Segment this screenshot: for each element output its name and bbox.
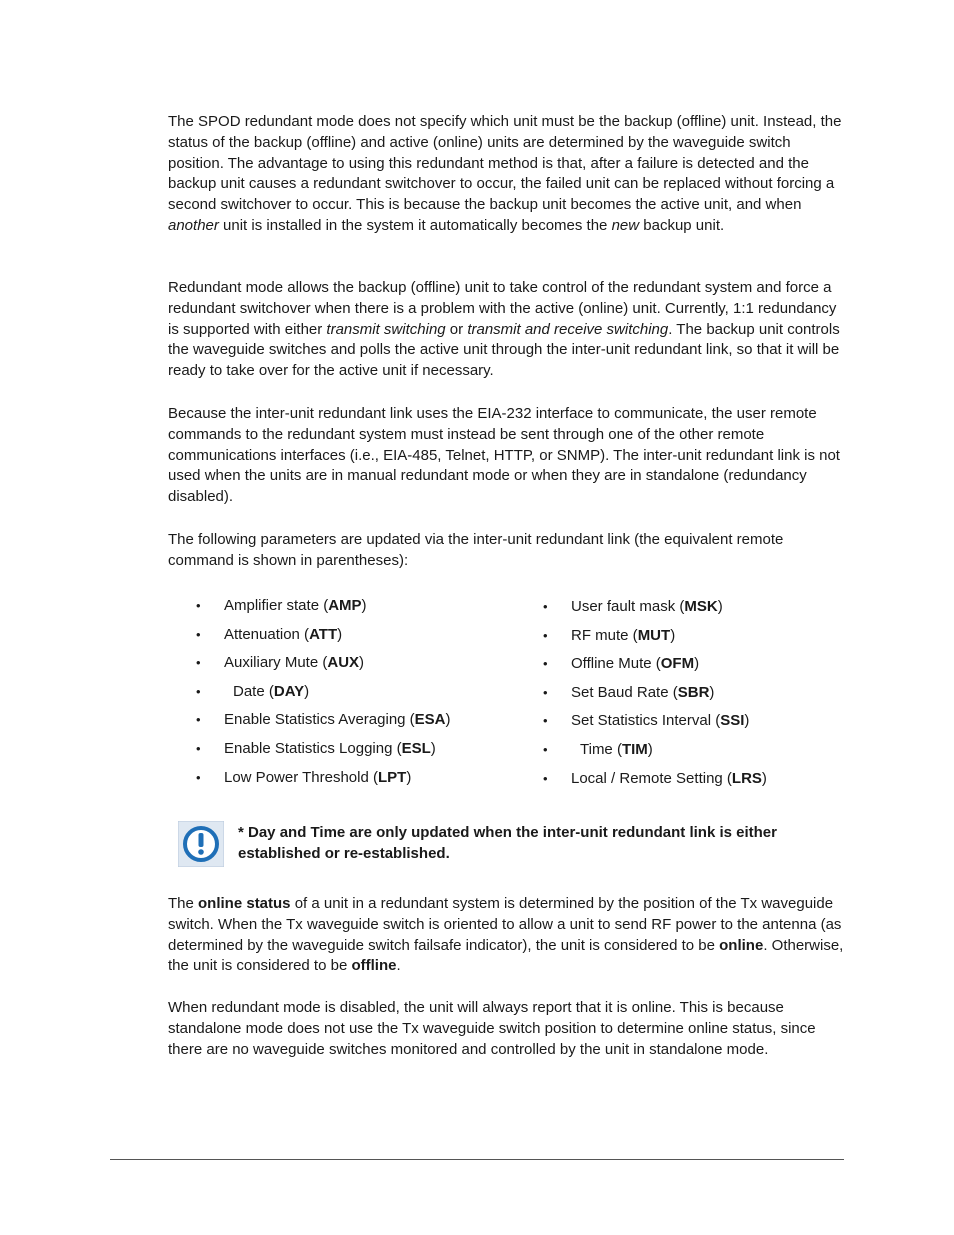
bullet: • [196,712,201,728]
bullet: • [196,626,201,642]
bullet: • [543,770,548,786]
list-item: • Time (TIM) [543,740,653,758]
bullet: • [543,713,548,729]
paragraph-parameters-intro: The following parameters are updated via the inter-unit redundant link (the equivalent remote command is shown in parentheses): [168,531,784,569]
list-item: • Offline Mute (OFM) [543,655,700,673]
paragraph-spod-mode: The SPOD redundant mode does not specify which unit must be the backup (offline) unit. Instead, the status of the backup (offline) and active (online) units are determined by the waveguide switch position. The advantage to using this redundant method is that, after a failure is detected and the backup unit causes a redundant switchover to occur, the failed unit can be replaced without forcing a second switchover to occur. This is because the backup unit becomes the active unit, and when another unit is installed in the system it automatically becomes the new backup unit. [168,113,842,234]
bullet: • [196,769,201,785]
bullet: • [196,598,201,613]
bullet: • [543,599,548,614]
list-item: • Amplifier state (AMP) [196,597,367,614]
bullet: • [196,740,201,756]
footer-rule [110,1159,844,1160]
list-item: • Date (DAY) [196,682,310,700]
parameter-list-left [196,596,451,796]
list-item: • Auxiliary Mute (AUX) [196,654,365,672]
bullet: • [543,684,548,700]
list-item: • Local / Remote Setting (LRS) [543,769,767,787]
list-item: • Enable Statistics Logging (ESL) [196,739,436,757]
parameter-list-right [543,597,767,797]
bullet: • [196,655,201,671]
bullet: • [543,627,548,643]
list-item: • Enable Statistics Averaging (ESA) [196,711,451,729]
bullet: • [543,656,548,672]
note-text: * Day and Time are only updated when the inter-unit redundant link is either established or re-established. [238,824,777,862]
list-item: • Attenuation (ATT) [196,625,343,643]
paragraph-online-status: The online status of a unit in a redundant system is determined by the position of the Tx waveguide switch. When the Tx waveguide switch is oriented to allow a unit to send RF power to the antenna (as determined by the waveguide switch failsafe indicator), the unit is considered to be online. Otherwise, the unit is considered to be offline. [168,895,844,975]
list-item: • RF mute (MUT) [543,626,676,644]
paragraph-redundant-mode: Redundant mode allows the backup (offline) unit to take control of the redundant system and force a redundant switchover when there is a problem with the active (online) unit. Currently, 1:1 redundancy is supported with either transmit switching or transmit and receive switching. The backup unit controls the waveguide switches and polls the active unit through the inter-unit redundant link, so that it will be ready to take over for the active unit if necessary. [168,279,840,380]
paragraph-eia232: Because the inter-unit redundant link uses the EIA-232 interface to communicate, the user remote commands to the redundant system must instead be sent through one of the other remote communications interfaces (i.e., EIA-485, Telnet, HTTP, or SNMP). The inter-unit redundant link is not used when the units are in manual redundant mode or when they are in standalone (redundancy disabled). [168,405,840,506]
exclamation-circle-icon [178,821,224,867]
list-item: • Set Baud Rate (SBR) [543,683,715,701]
list-item: • User fault mask (MSK) [543,598,723,615]
bullet: • [543,741,548,757]
bullet: • [196,683,201,699]
list-item: • Low Power Threshold (LPT) [196,768,412,786]
paragraph-redundant-disabled: When redundant mode is disabled, the unit will always report that it is online. This is because standalone mode does not use the Tx waveguide switch position to determine online status, since there are no waveguide switches monitored and controlled by the unit in standalone mode. [168,999,816,1058]
list-item: • Set Statistics Interval (SSI) [543,712,750,730]
note-callout [178,821,844,867]
